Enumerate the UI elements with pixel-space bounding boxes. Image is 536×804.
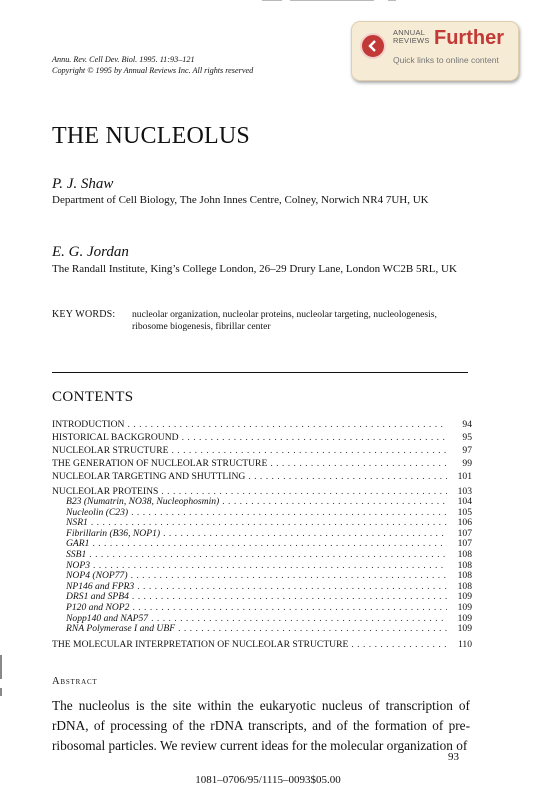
author-name: P. J. Shaw bbox=[52, 176, 114, 192]
toc-subentry[interactable]: SSB1 . . . 108 bbox=[52, 550, 472, 561]
article-title: THE NUCLEOLUS bbox=[52, 123, 250, 149]
toc-subentry[interactable]: RNA Polymerase I and UBF . . . 109 bbox=[52, 624, 472, 635]
citation-line-2: Copyright © 1995 by Annual Reviews Inc. All rights reserved bbox=[52, 65, 254, 75]
author-name: E. G. Jordan bbox=[52, 244, 129, 260]
top-rule-mark bbox=[262, 0, 282, 1]
toc-subentry[interactable]: Fibrillarin (B36, NOP1) . . . 107 bbox=[52, 529, 472, 540]
top-rule-mark bbox=[290, 0, 374, 1]
toc-entry[interactable]: NUCLEOLAR PROTEINS . . . 103 bbox=[52, 486, 472, 497]
toc-subentry[interactable]: Nopp140 and NAP57 . . . 109 bbox=[52, 614, 472, 625]
toc-subentry[interactable]: DRS1 and SPB4 . . . 109 bbox=[52, 592, 472, 603]
toc-entry[interactable]: NUCLEOLAR STRUCTURE . . . 97 bbox=[52, 444, 472, 457]
annual-reviews-logo-text: ANNUAL REVIEWS bbox=[393, 28, 430, 46]
toc-entry[interactable]: INTRODUCTION . . . 94 bbox=[52, 418, 472, 431]
further-label: Further bbox=[434, 27, 504, 49]
toc-subentry[interactable]: NOP4 (NOP77) . . . 108 bbox=[52, 571, 472, 582]
toc-subentry[interactable]: B23 (Numatrin, NO38, Nucleophosmin) . . . 104 bbox=[52, 497, 472, 508]
toc-subentry[interactable]: NSR1 . . . 106 bbox=[52, 518, 472, 529]
further-banner[interactable] bbox=[351, 21, 519, 81]
abstract-text: The nucleolus is the site within the eukaryotic nucleus of transcription of rDNA, of processing of the rDNA transcripts, and of the formation of pre-ribosomal particles. We review current ideas for the molecular organization of bbox=[52, 698, 470, 753]
margin-mark bbox=[0, 688, 2, 696]
abstract-heading: Abstract bbox=[52, 676, 98, 687]
margin-mark bbox=[0, 655, 2, 679]
citation-line-1: Annu. Rev. Cell Dev. Biol. 1995. 11:93–121 bbox=[52, 55, 195, 64]
contents-heading: CONTENTS bbox=[52, 389, 134, 405]
footer-code: 1081–0706/95/1115–0093$05.00 bbox=[195, 774, 341, 786]
toc-subentry[interactable]: NP146 and FPR3 . . . 108 bbox=[52, 582, 472, 593]
keywords-label: KEY WORDS: bbox=[52, 309, 116, 320]
toc-entry[interactable]: THE MOLECULAR INTERPRETATION OF NUCLEOLAR STRUCTURE . . . 110 bbox=[52, 638, 472, 651]
top-rule-mark bbox=[388, 0, 396, 1]
author-affiliation: Department of Cell Biology, The John Innes Centre, Colney, Norwich NR4 7UH, UK bbox=[52, 194, 429, 206]
toc-subentry[interactable]: P120 and NOP2 . . . 109 bbox=[52, 603, 472, 614]
toc-subentry[interactable]: GAR1 . . . 107 bbox=[52, 539, 472, 550]
toc-subentry[interactable]: NOP3 . . . 108 bbox=[52, 561, 472, 572]
keywords-text: nucleolar organization, nucleolar proteins, nucleolar targeting, nucleologenesis, ribosome biogenesis, fibrillar center bbox=[132, 309, 437, 332]
author-affiliation: The Randall Institute, King’s College London, 26–29 Drury Lane, London WC2B 5RL, UK bbox=[52, 263, 457, 275]
toc-entry[interactable]: NUCLEOLAR TARGETING AND SHUTTLING . . . 101 bbox=[52, 470, 472, 483]
toc-entry[interactable]: HISTORICAL BACKGROUND . . . 95 bbox=[52, 431, 472, 444]
back-arrow-icon bbox=[360, 33, 386, 59]
citation bbox=[52, 55, 253, 76]
table-of-contents bbox=[52, 418, 472, 651]
page-number: 93 bbox=[448, 751, 459, 763]
section-divider bbox=[52, 372, 468, 373]
further-subtitle: Quick links to online content bbox=[393, 55, 499, 65]
toc-subentry[interactable]: Nucleolin (C23) . . . 105 bbox=[52, 508, 472, 519]
toc-entry[interactable]: THE GENERATION OF NUCLEOLAR STRUCTURE . . . 99 bbox=[52, 457, 472, 470]
